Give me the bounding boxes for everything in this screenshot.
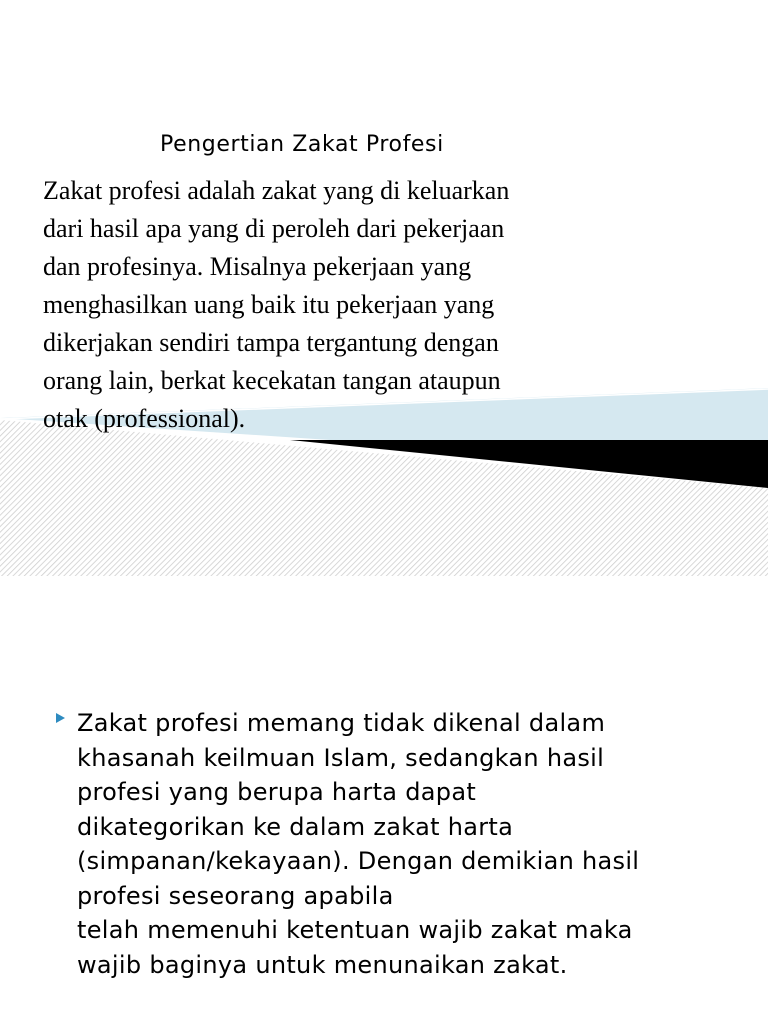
bullet-arrow-icon [56, 713, 65, 723]
definition-paragraph [43, 172, 643, 438]
paragraph-line: dikerjakan sendiri tampa tergantung dengan [43, 328, 499, 357]
paragraph-line: Zakat profesi adalah zakat yang di keluarkan [43, 176, 510, 205]
bullet-line: profesi seseorang apabila [77, 881, 394, 910]
bullet-line: wajib baginya untuk menunaikan zakat. [77, 950, 568, 979]
bullet-line: telah memenuhi ketentuan wajib zakat maka [77, 916, 633, 944]
bullet-line: dikategorikan ke dalam zakat harta [77, 812, 514, 841]
bullet-line: (simpanan/kekayaan). Dengan demikian hasil [77, 847, 640, 875]
paragraph-line: orang lain, berkat kecekatan tangan ataupun [43, 366, 501, 395]
slide-title: Pengertian Zakat Profesi [160, 132, 444, 157]
paragraph-line: dari hasil apa yang di peroleh dari pekerjaan [43, 214, 505, 243]
bullet-line: profesi yang berupa harta dapat [77, 778, 477, 806]
bullet-line: khasanah keilmuan Islam, sedangkan hasil [77, 743, 605, 772]
paragraph-line: dan profesinya. Misalnya pekerjaan yang [43, 252, 472, 281]
bullet-line: Zakat profesi memang tidak dikenal dalam [77, 709, 606, 737]
bullet-text [77, 706, 639, 982]
paragraph-line: menghasilkan uang baik itu pekerjaan yang [43, 290, 495, 319]
paragraph-line: otak (professional). [43, 404, 246, 433]
